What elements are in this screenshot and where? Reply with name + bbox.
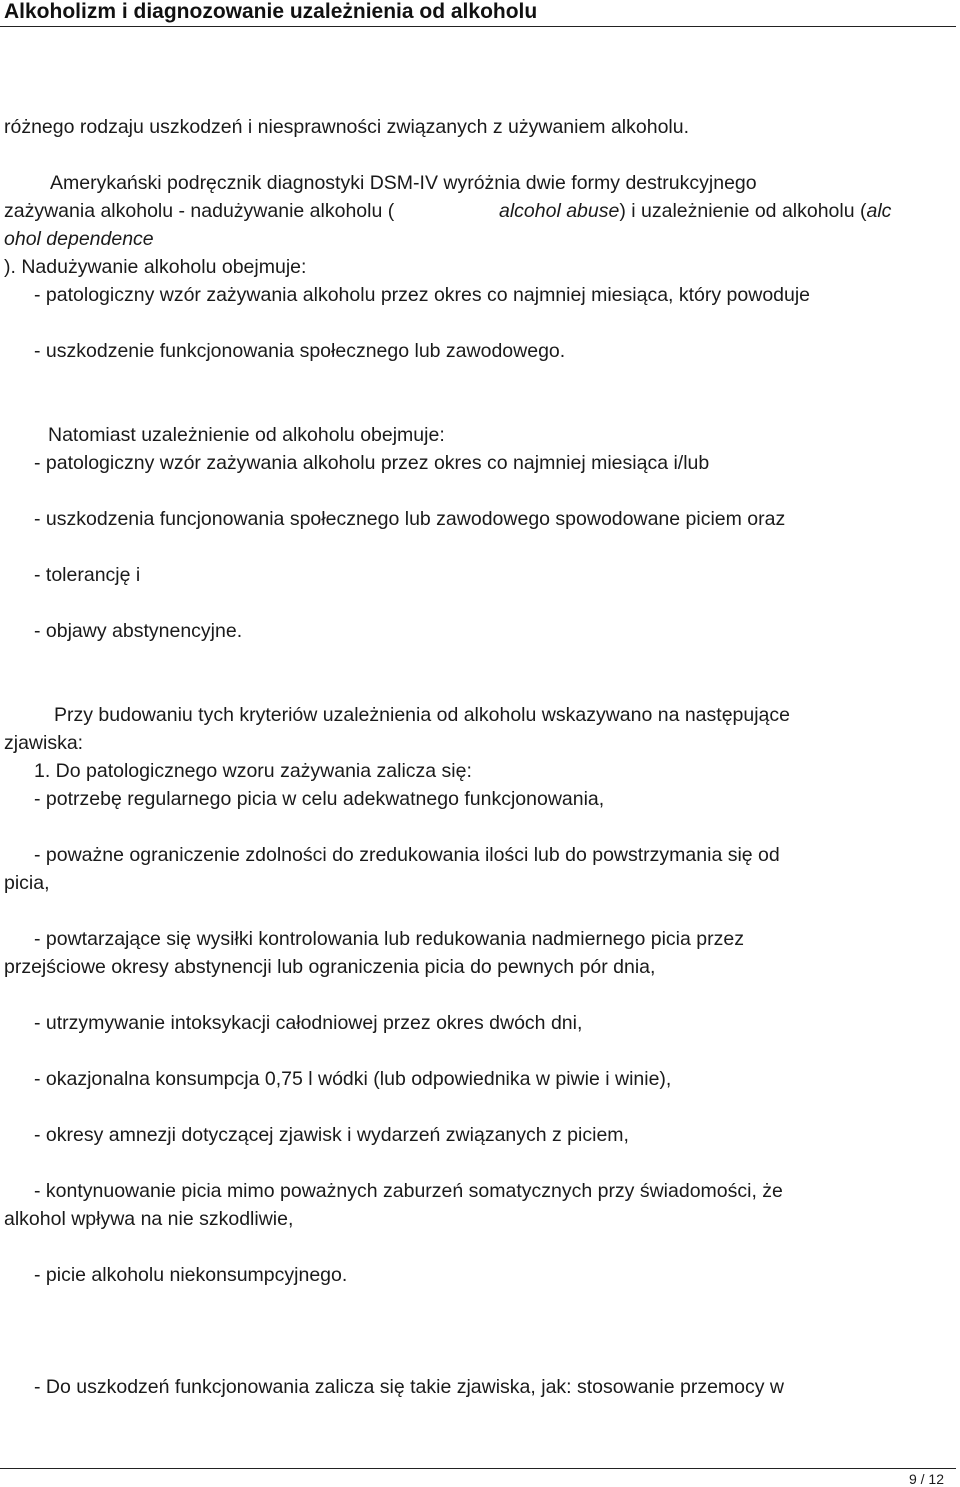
text-line: Natomiast uzależnienie od alkoholu obejmuje: [48,424,445,446]
list-item: - patologiczny wzór zażywania alkoholu przez okres co najmniej miesiąca, który powoduje [34,284,811,306]
italic-term: alcohol abuse [499,200,620,222]
list-item: - okazjonalna konsumpcja 0,75 l wódki (lub odpowiednika w piwie i winie), [34,1068,672,1090]
header-divider [0,26,956,27]
page-header [0,0,960,30]
italic-term: alc [866,200,892,222]
text-fragment: ) i uzależnienie od alkoholu ( [619,200,867,222]
text-line: picia, [4,872,50,894]
list-item: - Do uszkodzeń funkcjonowania zalicza się takie zjawiska, jak: stosowanie przemocy w [34,1376,784,1398]
list-item: - uszkodzenia funcjonowania społecznego lub zawodowego spowodowane piciem oraz [34,508,786,530]
text-line: różnego rodzaju uszkodzeń i niesprawności związanych z używaniem alkoholu. [4,116,690,138]
list-item: - okresy amnezji dotyczącej zjawisk i wydarzeń związanych z piciem, [34,1124,629,1146]
list-item: - tolerancję i [34,564,141,586]
text-line [4,227,154,251]
text-line [499,199,891,223]
text-line: przejściowe okresy abstynencji lub ograniczenia picia do pewnych pór dnia, [4,956,656,978]
text-line: zjawiska: [4,732,84,754]
list-item: - powtarzające się wysiłki kontrolowania lub redukowania nadmiernego picia przez [34,928,744,950]
text-line: alkohol wpływa na nie szkodliwie, [4,1208,294,1230]
page-number: 9 / 12 [908,1471,944,1487]
italic-term: ohol dependence [4,228,154,250]
text-line: ). Nadużywanie alkoholu obejmuje: [4,256,307,278]
list-item: - patologiczny wzór zażywania alkoholu przez okres co najmniej miesiąca i/lub [34,452,710,474]
list-item: - uszkodzenie funkcjonowania społecznego lub zawodowego. [34,340,566,362]
list-item: - utrzymywanie intoksykacji całodniowej przez okres dwóch dni, [34,1012,583,1034]
list-item: - objawy abstynencyjne. [34,620,243,642]
list-item: - poważne ograniczenie zdolności do zredukowania ilości lub do powstrzymania się od [34,844,780,866]
text-line: Przy budowaniu tych kryteriów uzależnienia od alkoholu wskazywano na następujące [54,704,791,726]
document-title: Alkoholizm i diagnozowanie uzależnienia od alkoholu [4,0,538,23]
text-line: Amerykański podręcznik diagnostyki DSM-IV wyróżnia dwie formy destrukcyjnego [50,172,757,194]
footer-divider [0,1468,956,1469]
list-item: - kontynuowanie picia mimo poważnych zaburzeń somatycznych przy świadomości, że [34,1180,783,1202]
text-line: 1. Do patologicznego wzoru zażywania zalicza się: [34,760,472,782]
list-item: - picie alkoholu niekonsumpcyjnego. [34,1264,348,1286]
text-line: zażywania alkoholu - nadużywanie alkoholu ( [4,200,395,222]
list-item: - potrzebę regularnego picia w celu adekwatnego funkcjonowania, [34,788,605,810]
